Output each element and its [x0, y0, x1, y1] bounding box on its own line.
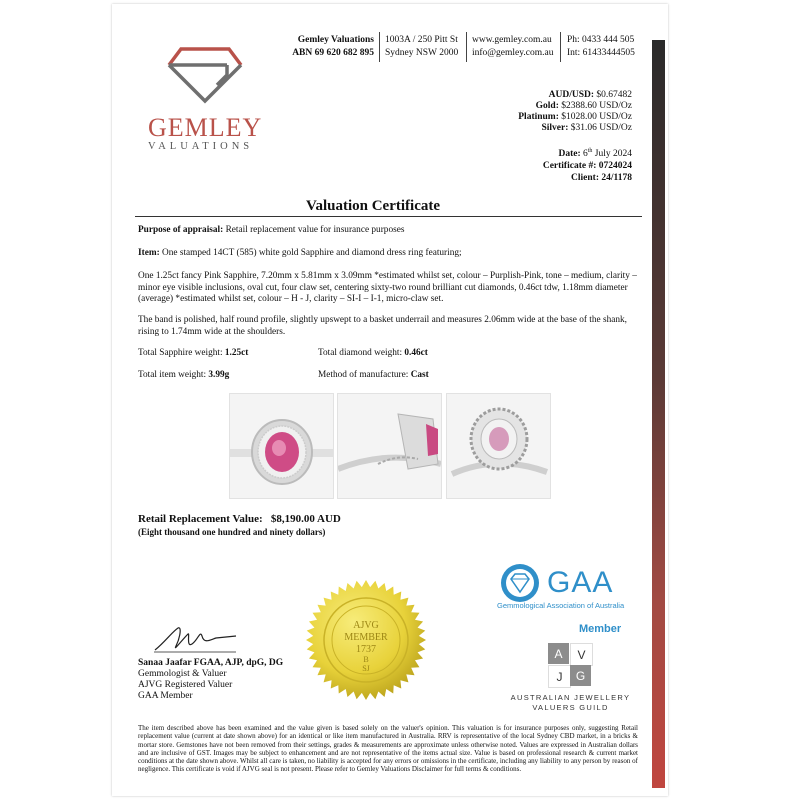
disclaimer-text: The item described above has been examined and the value given is based solely on the valuer's opinion. This valuation is for insurance purposes only, suggesting Retail replacement value (current at date shown above) for an identical or like item manufactured in Australia. RRV is representative of the local Sydney CBD market, in a bricks & mortar store. Gemstones have not been removed from their settings, grades & measurements are approximate unless otherwise noted. Values are expressed in Australian dollars and are inclusive of GST. Images may be subject to enhancement and are not representative of the items actual size. Value is based on professional research & current market conditions at the date shown above. Whilst all care is taken, no liability is accepted for any errors or omissions in the certificate, including any liability to any person by reason of negligence. This certificate is void if AJVG seal is not present. Please refer to Gemley Valuations Disclaimer for full terms & conditions.: [138, 724, 638, 774]
header-phone: [567, 34, 635, 60]
ajvg-gold-seal: [304, 578, 428, 702]
seal-text-3: 1737: [356, 644, 376, 655]
header-divider: [379, 32, 380, 62]
ajvg-letter-g: G: [570, 665, 591, 686]
valuer-title-3: GAA Member: [138, 691, 193, 701]
certificate-number: 0724024: [598, 161, 632, 172]
signatory-block: [138, 658, 283, 702]
brand-subtitle: VALUATIONS: [148, 141, 254, 152]
header-address: [385, 34, 458, 60]
diamond-weight-label: Total diamond weight:: [318, 348, 403, 358]
client-label: Client:: [571, 173, 599, 184]
intl-phone-number: Int: 61433444505: [567, 48, 635, 58]
purpose-text: Retail replacement value for insurance purposes: [225, 225, 405, 235]
gaa-logo-text: GAA: [547, 566, 614, 599]
sapphire-weight-label: Total Sapphire weight:: [138, 348, 223, 358]
gold-label: Gold:: [535, 101, 559, 111]
ajvg-letter-a: A: [548, 643, 569, 664]
band-description: The band is polished, half round profile, slightly upswept to a basket underrail and measures 2.06mm wide at the base of the shank, rising to 1.74mm wide at the shoulders.: [138, 315, 628, 337]
sapphire-weight-value: 1.25ct: [224, 348, 249, 358]
company-abn: ABN 69 620 682 895: [292, 48, 374, 58]
date-label: Date:: [558, 149, 581, 160]
item-weight-value: 3.99g: [208, 370, 230, 380]
item-description: One 1.25ct fancy Pink Sapphire, 7.20mm x 5.81mm x 3.09mm *estimated whilst set, colour – Purplish-Pink, tone – medium, clarity – minor eye visible inclusions, oval cut, four claw set, centering sixty-two round brilliant cut diamonds, 0.46ct tdw, 1.18mm diameter (average) *estimated whilst set, colour – H - J, clarity – SI-I – I-1, micro-claw set.: [138, 271, 637, 304]
item-label: Item:: [138, 248, 160, 258]
purpose-label: Purpose of appraisal:: [138, 225, 224, 235]
website-link: www.gemley.com.au: [472, 35, 552, 45]
item-text: One stamped 14CT (585) white gold Sapphire and diamond dress ring featuring;: [162, 248, 462, 258]
gaa-full-name: Gemmological Association of Australia: [497, 601, 625, 610]
item-line: [138, 248, 638, 260]
header-divider: [560, 32, 561, 62]
side-accent-bar: [652, 40, 665, 788]
platinum-label: Platinum:: [518, 112, 559, 122]
sapphire-weight: [138, 348, 318, 360]
manufacture-method-label: Method of manufacture:: [318, 370, 409, 380]
diamond-weight: [318, 348, 518, 360]
gaa-emblem-icon: [499, 562, 541, 604]
ring-photo-top: [229, 393, 334, 499]
silver-value: $31.06 USD/Oz: [570, 123, 632, 133]
email-link: info@gemley.com.au: [472, 48, 554, 58]
header-company: [288, 34, 374, 60]
rrv-label: Retail Replacement Value:: [138, 513, 263, 525]
item-weight-label: Total item weight:: [138, 370, 207, 380]
metal-rates: [518, 90, 632, 134]
ajvg-letter-v: V: [570, 643, 593, 666]
ring-photo-side: [337, 393, 442, 499]
title-rule: [135, 216, 642, 217]
audusd-label: AUD/USD:: [548, 90, 594, 100]
gemley-diamond-logo: [165, 45, 245, 105]
address-line-2: Sydney NSW 2000: [385, 48, 459, 58]
ring-photo-back: [446, 393, 551, 499]
manufacture-method: [318, 370, 518, 382]
valuer-name: Sanaa Jaafar FGAA, AJP, dpG, DG: [138, 658, 284, 668]
diamond-weight-value: 0.46ct: [404, 348, 428, 358]
rrv-amount: $8,190.00 AUD: [270, 513, 341, 525]
item-weight: [138, 370, 318, 382]
rrv-in-words: (Eight thousand one hundred and ninety dollars): [138, 527, 326, 537]
certificate-meta: [543, 145, 632, 184]
company-name: Gemley Valuations: [297, 35, 374, 45]
valuer-title-1: Gemmologist & Valuer: [138, 669, 227, 679]
header-web: [472, 34, 553, 60]
phone-number: Ph: 0433 444 505: [567, 35, 635, 45]
audusd-value: $0.67482: [596, 90, 632, 100]
page-title: Valuation Certificate: [306, 198, 441, 214]
ajvg-name-line-2: VALUERS GUILD: [532, 703, 609, 712]
purpose-line: [138, 225, 638, 237]
valuer-signature: [150, 622, 240, 658]
ajvg-name-line-1: AUSTRALIAN JEWELLERY: [510, 693, 631, 702]
date-day: 6: [582, 149, 588, 160]
seal-text-5: SJ: [362, 664, 370, 673]
address-line-1: 1003A / 250 Pitt St: [385, 35, 458, 45]
platinum-value: $1028.00 USD/Oz: [561, 112, 632, 122]
ajvg-letter-j: J: [548, 665, 571, 688]
ajvg-name: [508, 693, 633, 713]
gold-value: $2388.60 USD/Oz: [561, 101, 632, 111]
valuer-title-2: AJVG Registered Valuer: [138, 680, 233, 690]
seal-text-2: MEMBER: [344, 632, 388, 643]
seal-text-4: B: [363, 655, 369, 664]
date-month-year: July 2024: [594, 149, 632, 160]
retail-replacement-value: [138, 513, 341, 525]
silver-label: Silver:: [541, 123, 569, 133]
gaa-member-label: Member: [579, 623, 622, 635]
certificate-number-label: Certificate #:: [542, 161, 597, 172]
date-suffix: th: [587, 148, 593, 154]
manufacture-method-value: Cast: [410, 370, 429, 380]
seal-text-1: AJVG: [353, 620, 379, 631]
brand-name: GEMLEY: [148, 113, 263, 142]
client-number: 24/1178: [601, 173, 632, 184]
header-divider: [466, 32, 467, 62]
